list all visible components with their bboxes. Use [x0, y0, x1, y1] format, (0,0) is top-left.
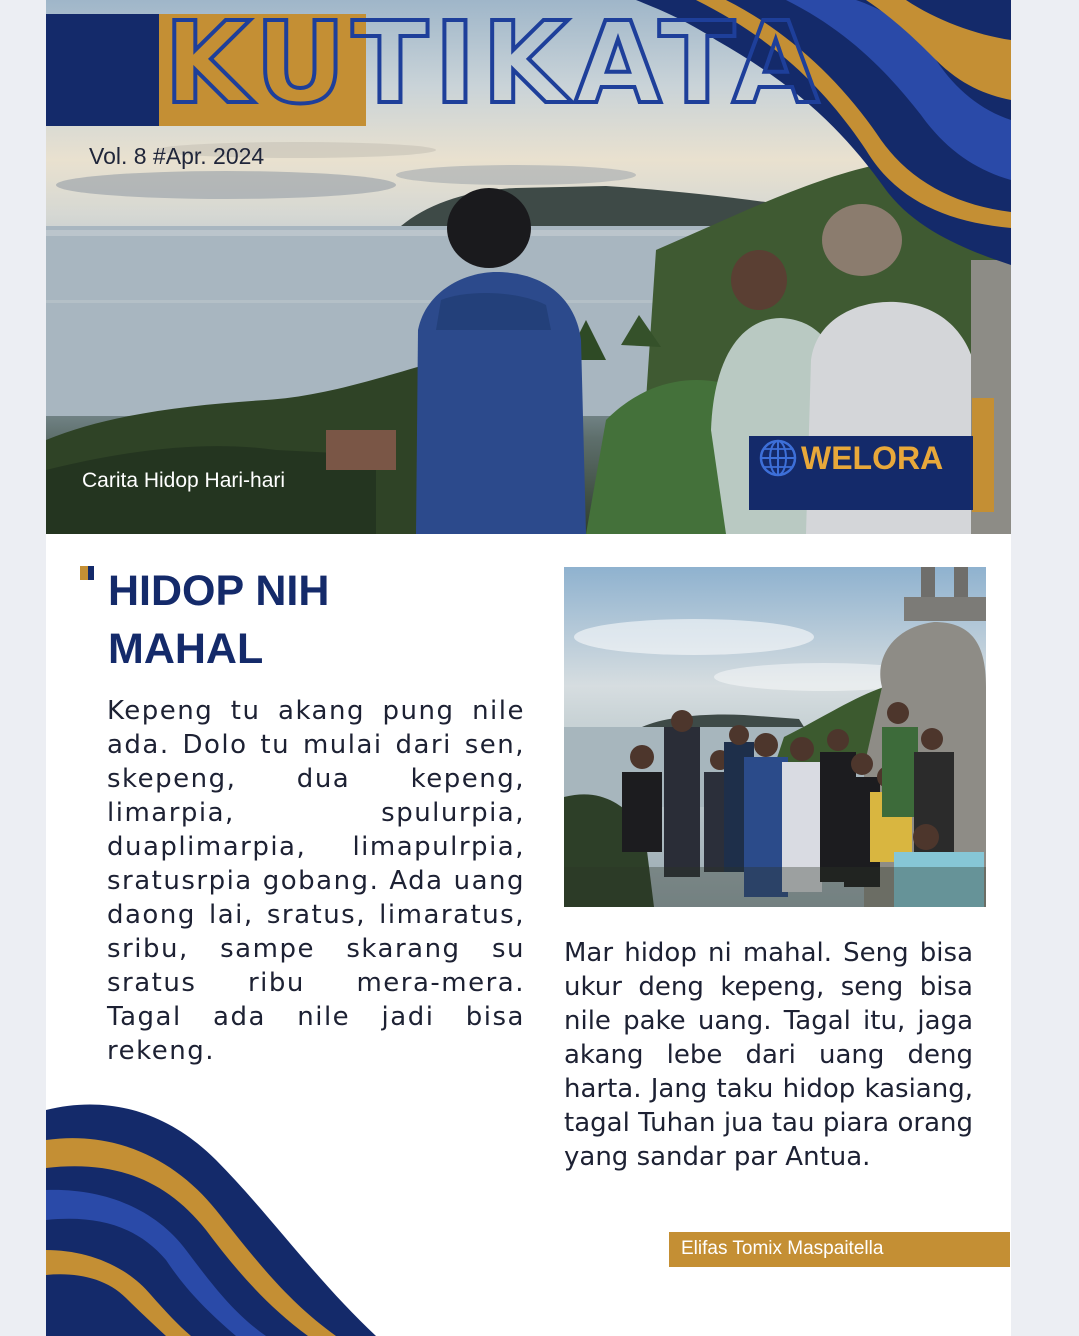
author-banner — [669, 1232, 1010, 1267]
magazine-page — [46, 0, 1011, 1336]
article-heading: HIDOP NIH MAHAL — [108, 567, 330, 673]
article-paragraph-left: Kepeng tu akang pung nile ada. Dolo tu mulai dari sen, skepeng, dua kepeng, limarpia, spulurpia, duaplimarpia, limapulrpia, sratusrpia gobang. Ada uang daong lai, sratus, limaratus, sribu, sampe skarang su sratus ribu mera-mera. Tagal ada nile jadi bisa rekeng. — [107, 696, 525, 1066]
section-tag-accent — [972, 398, 994, 512]
issue-volume: Vol. 8 #Apr. 2024 — [89, 143, 265, 169]
hero-banner — [46, 0, 1011, 534]
masthead-navy-block — [46, 14, 159, 126]
author-name: Elifas Tomix Maspaitella — [681, 1238, 884, 1259]
globe-icon — [758, 438, 798, 478]
hero-caption: Carita Hidop Hari-hari — [82, 469, 286, 492]
heading-marker — [80, 566, 94, 580]
section-tag — [749, 436, 973, 510]
section-tag-label: WELORA — [801, 440, 944, 476]
article-paragraph-right: Mar hidop ni mahal. Seng bisa ukur deng kepeng, seng bisa nile pake uang. Tagal itu, jaga akang lebe dari uang deng harta. Jang taku hidop kasiang, tagal Tuhan jua tau piara orang yang sandar par Antua. — [564, 938, 973, 1172]
masthead-title: KUTIKATA — [164, 0, 825, 129]
decorative-swoosh-bottom-left — [46, 1100, 386, 1336]
group-photo — [564, 567, 986, 907]
